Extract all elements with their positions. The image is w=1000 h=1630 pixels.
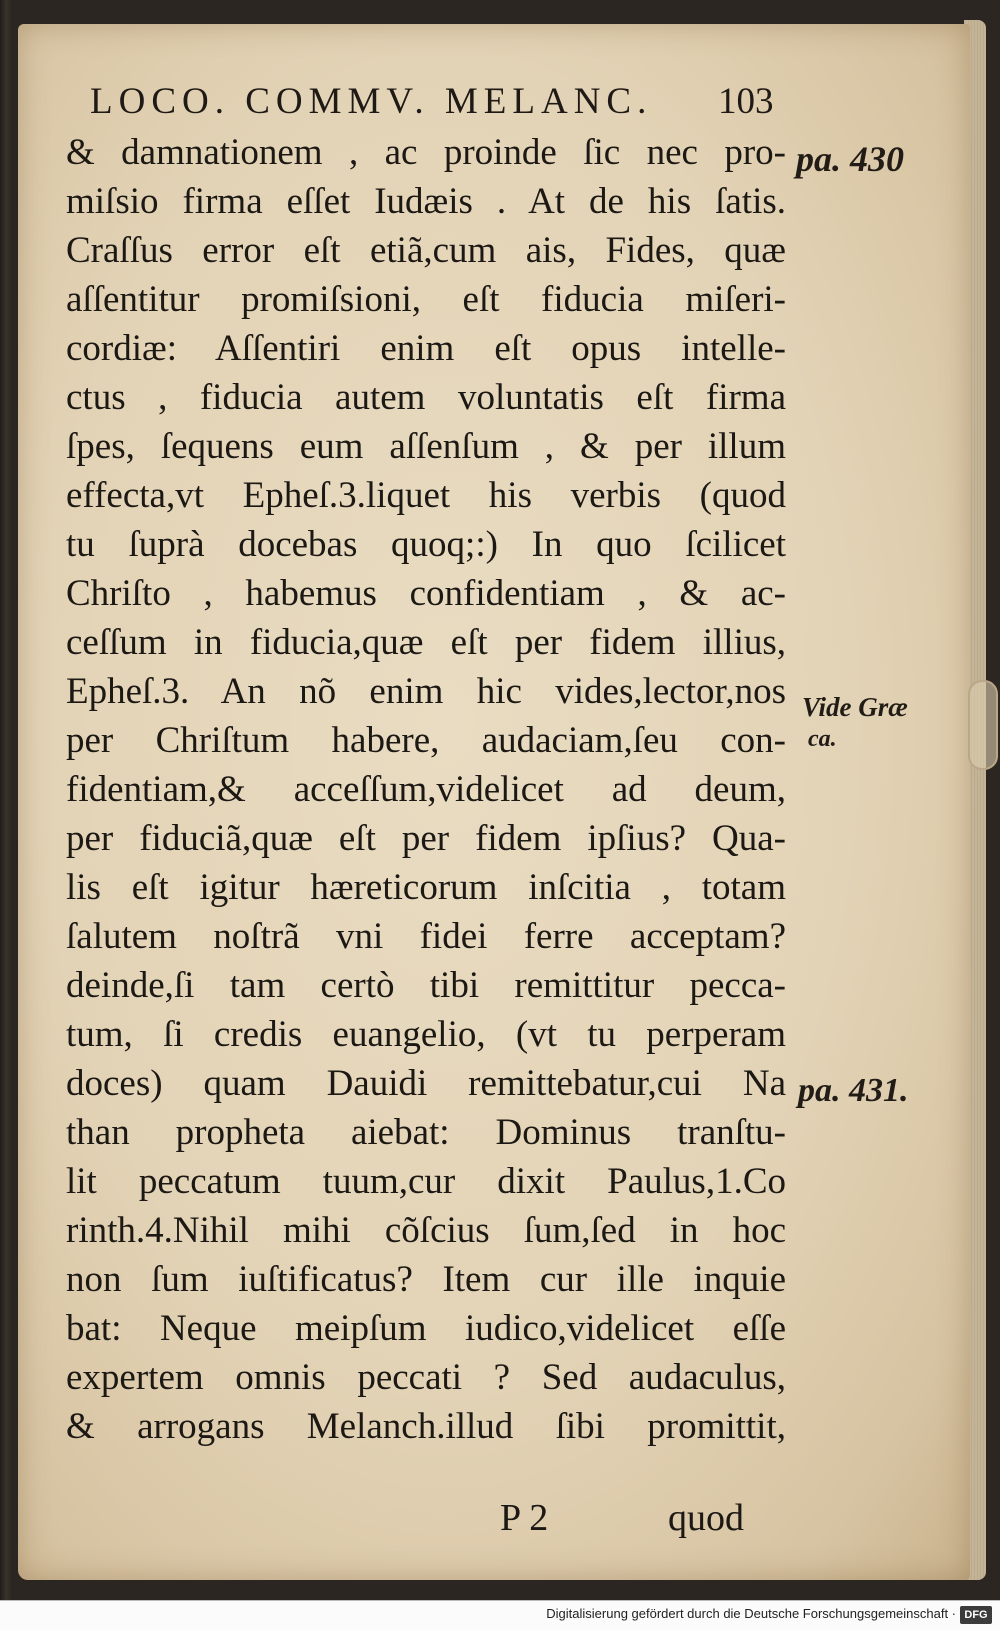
page-number: 103 <box>718 81 774 122</box>
text-line: ſalutem noſtrã vni fidei ferre acceptam? <box>66 916 786 957</box>
text-line: doces) quam Dauidi remittebatur,cui Na <box>66 1063 786 1104</box>
running-head-title: LOCO. COMMV. MELANC. <box>90 81 653 122</box>
text-line: expertem omnis peccati ? Sed audaculus, <box>66 1357 786 1398</box>
margin-note: pa. 430 <box>796 139 904 179</box>
text-line: lis eſt igitur hæreticorum inſcitia , totam <box>66 867 786 908</box>
dfg-logo: DFG <box>960 1606 992 1624</box>
text-line: deinde,ſi tam certò tibi remittitur pecca- <box>66 965 786 1006</box>
text-line: fidentiam,& acceſſum,videlicet ad deum, <box>66 769 786 810</box>
text-line: than propheta aiebat: Dominus tranſtu- <box>66 1112 786 1153</box>
text-line: tu ſuprà docebas quoq;:) In quo ſcilicet <box>66 524 786 565</box>
text-line: bat: Neque meipſum iudico,videlicet eſſe <box>66 1308 786 1349</box>
text-line: rinth.4.Nihil mihi cõſcius ſum,ſed in hoc <box>66 1210 786 1251</box>
text-line: & arrogans Melanch.illud ſibi promittit, <box>66 1406 786 1447</box>
margin-note: ca. <box>808 726 837 752</box>
text-line: tum, ſi credis euangelio, (vt tu perperam <box>66 1014 786 1055</box>
footer-credit: Digitalisierung gefördert durch die Deutsche Forschungsgemeinschaft · <box>546 1606 956 1621</box>
text-line: ſpes, ſequens eum aſſenſum , & per illum <box>66 426 786 467</box>
text-line: per fiduciã,quæ eſt per fidem ipſius? Qua- <box>66 818 786 859</box>
text-line: Chriſto , habemus confidentiam , & ac- <box>66 573 786 614</box>
text-line: ctus , fiducia autem voluntatis eſt firma <box>66 377 786 418</box>
margin-note: pa. 431. <box>798 1072 909 1109</box>
margin-note: Vide Græ <box>802 692 908 722</box>
text-line: non ſum iuſtificatus? Item cur ille inquie <box>66 1259 786 1300</box>
text-line: & damnationem , ac proinde ſic nec pro- <box>66 132 786 173</box>
text-line: Craſſus error eſt etiã,cum ais, Fides, quæ <box>66 230 786 271</box>
text-line: miſsio firma eſſet Iudæis . At de his ſatis. <box>66 181 786 222</box>
book-clasp <box>968 680 998 770</box>
text-line: lit peccatum tuum,cur dixit Paulus,1.Co <box>66 1161 786 1202</box>
signature-mark: P 2 <box>500 1497 549 1539</box>
running-head <box>90 80 790 123</box>
catchword: quod <box>668 1497 744 1539</box>
footer-bar <box>0 1600 1000 1630</box>
text-line: Epheſ.3. An nõ enim hic vides,lector,nos <box>66 671 786 712</box>
text-line: aſſentitur promiſsioni, eſt fiducia miſeri- <box>66 279 786 320</box>
text-line: cordiæ: Aſſentiri enim eſt opus intelle- <box>66 328 786 369</box>
body-text <box>66 128 786 1451</box>
text-line: per Chriſtum habere, audaciam,ſeu con- <box>66 720 786 761</box>
text-line: effecta,vt Epheſ.3.liquet his verbis (quod <box>66 475 786 516</box>
text-line: ceſſum in fiducia,quæ eſt per fidem illius, <box>66 622 786 663</box>
